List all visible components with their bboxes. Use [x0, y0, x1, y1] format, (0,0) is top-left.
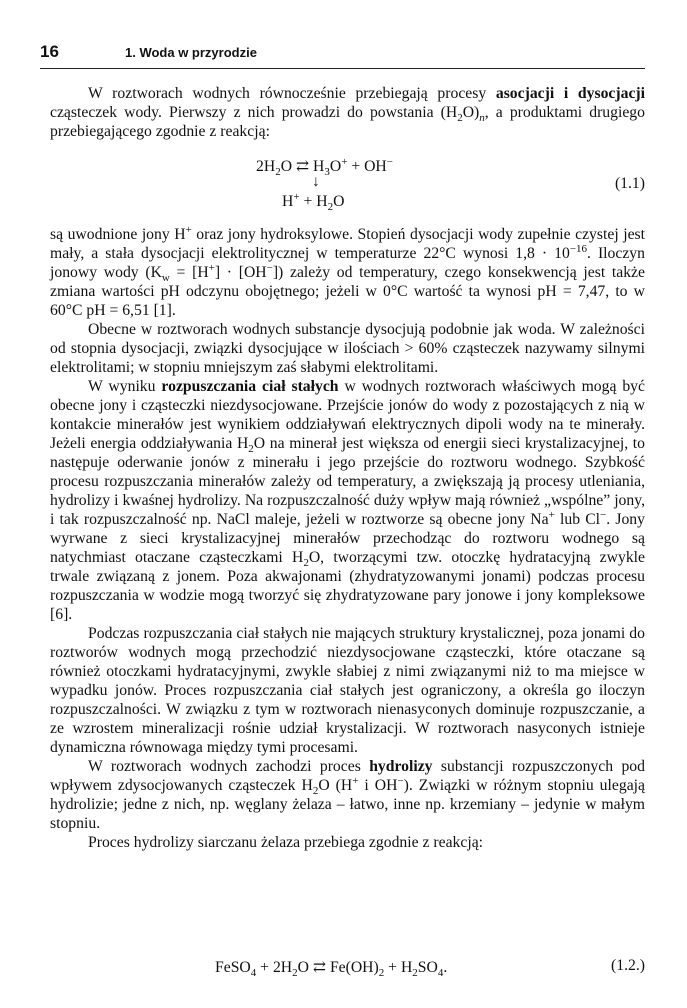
paragraph-5: Podczas rozpuszczania ciał stałych nie mających struktury krystalicznej, poza jonami do roztworów wodnych mogą przechodzić niezdysocjowane cząsteczki, które otaczane są również otoczkami hydratacyjnymi, zwykle słabiej z nimi związanymi niż to ma miejsce w wypadku jonów. Proces rozpuszczania ciał stałych jest ograniczony, a określa go iloczyn rozpuszczalności. W związku z tym w roztworach nienasyconych dominuje rozpuszczanie, a ze wzrostem mineralizacji rośnie udział krystalizacji. W roztworach nasyconych istnieje dynamiczna równowaga między tymi procesami. [50, 625, 645, 756]
paragraph-6: W roztworach wodnych zachodzi proces hydrolizy substancji rozpuszczonych pod wpływem zdysocjowanych cząsteczek $H_2O$ (H+ i OH−). Związki w różnym stopniu ulegają hydrolizie; jedne z nich, np. węglany żelaza – łatwo, inne np. krzemiany – jedynie w małym stopniu. [50, 758, 645, 832]
equation-1-1-number: (1.1) [614, 175, 645, 192]
paragraph-7: Proces hydrolizy siarczanu żelaza przebiega zgodnie z reakcją: [88, 834, 484, 851]
paragraph-1: W roztworach wodnych równocześnie przebiegają procesy asocjacji i dysocjacji cząsteczek wody. Pierwszy z nich prowadzi do powstania $(H_2O)_n$, a produktami drugiego przebiegającego zgodnie z reakcją: [50, 85, 645, 140]
page-number: 16 [40, 42, 59, 61]
chapter-title: 1. Woda w przyrodzie [125, 45, 257, 60]
paragraph-2: są uwodnione jony H+ oraz jony hydroksylowe. Stopień dysocjacji wody zupełnie czystej jest mały, a stała dysocjacji elektrolitycznej w temperaturze 22°C wynosi $1,8 \cdot 10^{-16}$. Iloczyn jonowy wody $(K_w = [H^+] \cdot [OH^-])$ zależy od temperatury, czego konsekwencją jest także zmiana wartości pH odczynu obojętnego; jeżeli w 0°C wartość ta wynosi pH = 7,47, to w 60°C pH = 6,51 [1]. [50, 223, 645, 319]
equation-1-2-number: (1.2.) [611, 957, 645, 974]
equation-1-1-arrow: ↓ [312, 173, 320, 190]
equation-1-1-line1: $2H_2O$ ⇄ $H_3O^+ + OH^-$ [256, 155, 393, 179]
paragraph-4: W wyniku rozpuszczania ciał stałych w wodnych roztworach właściwych mogą być obecne jony i cząsteczki niezdysocjowane. Przejście jonów do wody z pozostających z nią w kontakcie minerałów jest wynikiem oddziaływań elektrycznych dipoli wody na te minerały. Jeżeli energia oddziaływania $H_2O$ na minerał jest większa od energii sieci krystalizacyjnej, to następuje oderwanie jonów z minerału i jego przejście do roztworu wodnego. Szybkość procesu rozpuszczania minerałów zależy od temperatury, a zwiększają ją procesy utleniania, hydrolizy i kwaśnej hydrolizy. Na rozpuszczalność duży wpływ mają również „wspólne” jony, i tak rozpuszczalność np. NaCl maleje, jeżeli w roztworze są obecne jony Na+ lub Cl−. Jony wyrwane z sieci krystalizacyjnej minerałów przechodząc do roztworu wodnego są natychmiast otaczane cząsteczkami $H_2O$, tworzącymi tzw. otoczkę hydratacyjną zwykle trwale związaną z jonem. Poza akwajonami (zhydratyzowanymi jonami) podczas procesu rozpuszczania w wodzie mogą tworzyć się zhydratyzowane pary jonowe i jony kompleksowe [6]. [50, 378, 646, 623]
running-header [40, 40, 645, 69]
paragraph-3: Obecne w roztworach wodnych substancje dysocjują podobnie jak woda. W zależności od stopnia dysocjacji, związki dysocjujące w ilościach > 60% cząsteczek nazywamy silnymi elektrolitami; w stopniu mniejszym zaś słabymi elektrolitami. [50, 321, 645, 376]
equation-1-1-line3: $H^+ + H_2O$ [282, 190, 345, 214]
equation-1-2: FeSO$_4$ + $2H_2O$ ⇄ $Fe(OH)_2 + H_2SO_4$. [215, 959, 448, 980]
main-text [50, 225, 645, 852]
